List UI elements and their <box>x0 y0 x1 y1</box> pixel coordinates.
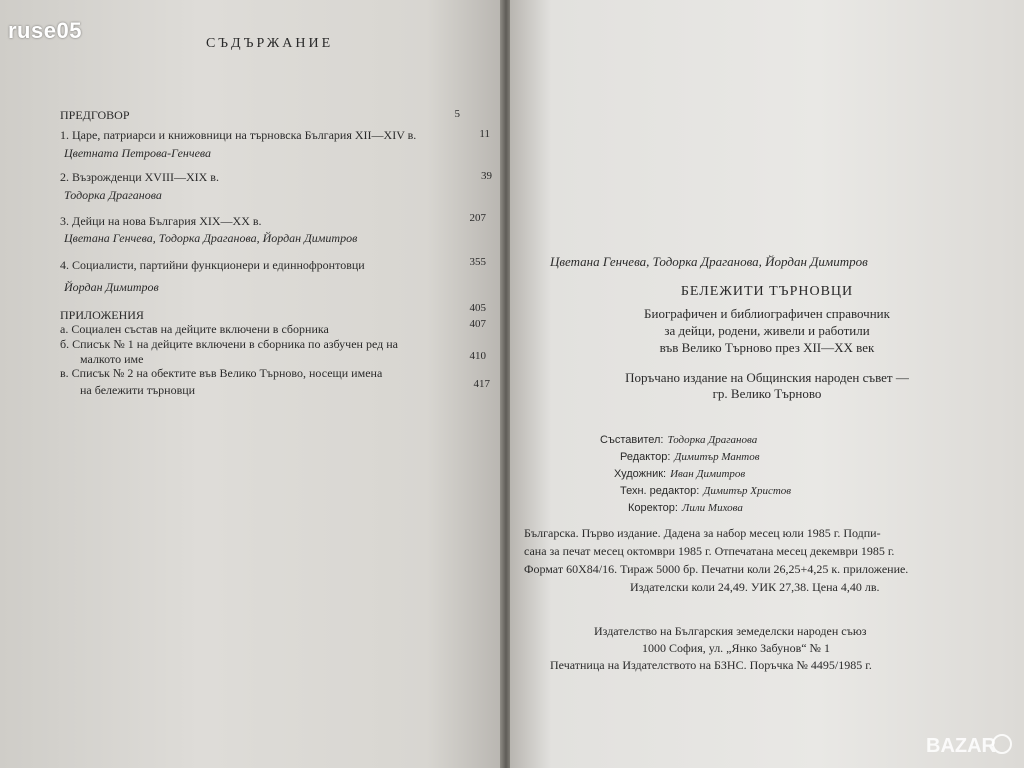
subtitle-line-2: за дейци, родени, живели и работили <box>664 323 870 338</box>
credit-label: Съставител: <box>600 434 664 446</box>
toc-page-number: 11 <box>479 128 490 140</box>
credit-artist <box>614 464 914 482</box>
credit-name: Тодорка Драганова <box>667 434 758 446</box>
subtitle-line-3: във Велико Търново през XII—XX век <box>659 340 875 355</box>
subtitle-line-1: Биографичен и библиографичен справочник <box>644 306 890 321</box>
commission-line-2: гр. Велико Търново <box>712 386 822 401</box>
credit-label: Художник: <box>614 468 667 480</box>
credit-label: Техн. редактор: <box>620 485 700 497</box>
toc-entry-c-cont: на бележити търновци <box>80 383 196 397</box>
toc-author-2: Тодорка Драганова <box>64 188 162 202</box>
seller-watermark: ruse05 <box>8 18 82 43</box>
left-page <box>0 0 502 768</box>
publisher-line-2: 1000 София, ул. „Янко Забунов“ № 1 <box>642 641 831 655</box>
toc-page-number: 407 <box>469 318 486 330</box>
credit-label: Коректор: <box>628 502 678 514</box>
toc-entry-c: в. Списък № 2 на обектите във Велико Търново, носещи имена <box>60 366 383 380</box>
credit-compiler <box>600 430 900 448</box>
toc-entry-1: 1. Царе, патриарси и книжовници на търновска България XII—XIV в. <box>60 128 417 142</box>
toc-heading: СЪДЪРЖАНИЕ <box>206 36 334 51</box>
credit-name: Димитър Христов <box>703 485 792 497</box>
imprint-line-3: Формат 60Х84/16. Тираж 5000 бр. Печатни коли 26,25+4,25 к. приложение. <box>524 562 909 576</box>
toc-entry-preface: ПРЕДГОВОР <box>60 108 130 122</box>
toc-page-number: 417 <box>473 378 490 390</box>
right-page <box>510 0 1024 768</box>
credit-label: Редактор: <box>620 451 671 463</box>
bazar-logo-icon <box>922 726 1014 762</box>
toc-entry-3: 3. Дейци на нова България XIX—XX в. <box>60 214 262 228</box>
bazar-logo-text: BAZAR <box>926 735 996 757</box>
credit-name: Иван Димитров <box>670 468 746 480</box>
toc-page-number: 5 <box>454 108 460 120</box>
toc-entry-4: 4. Социалисти, партийни функционери и единнофронтовци <box>60 258 365 272</box>
book-authors: Цветана Генчева, Тодорка Драганова, Йордан Димитров <box>550 254 868 269</box>
toc-page-number: 39 <box>481 170 492 182</box>
toc-entry-a: а. Социален състав на дейците включени в сборника <box>60 322 329 336</box>
toc-entry-appendices: ПРИЛОЖЕНИЯ <box>60 308 144 322</box>
toc-entry-b: б. Списък № 1 на дейците включени в сборника по азбучен ред на <box>60 337 398 351</box>
publisher-line-1: Издателство на Българския земеделски народен съюз <box>594 624 867 638</box>
credit-name: Димитър Мантов <box>674 451 760 463</box>
publisher-line-3: Печатница на Издателството на БЗНС. Поръчка № 4495/1985 г. <box>550 658 872 672</box>
imprint-line-2: сана за печат месец октомври 1985 г. Отпечатана месец декември 1985 г. <box>524 544 895 558</box>
toc-entry-b-cont: малкото име <box>80 352 144 366</box>
credit-tech-editor <box>620 481 940 499</box>
toc-page-number: 355 <box>469 256 486 268</box>
toc-author-3: Цветана Генчева, Тодорка Драганова, Йордан Димитров <box>64 231 358 245</box>
toc-page-number: 410 <box>469 350 486 362</box>
toc-author-1: Цветната Петрова-Генчева <box>64 146 212 160</box>
toc-page-number: 207 <box>469 212 486 224</box>
book-title: БЕЛЕЖИТИ ТЪРНОВЦИ <box>680 284 854 299</box>
credit-editor <box>620 447 920 465</box>
credit-name: Лили Михова <box>681 502 743 514</box>
credit-proofreader <box>628 498 928 516</box>
toc-page-number: 405 <box>469 302 486 314</box>
toc-author-4: Йордан Димитров <box>64 280 159 294</box>
imprint-line-4: Издателски коли 24,49. УИК 27,38. Цена 4,40 лв. <box>630 580 880 594</box>
commission-line-1: Поръчано издание на Общинския народен съвет — <box>625 370 909 385</box>
toc-entry-2: 2. Възрожденци XVIII—XIX в. <box>60 170 219 184</box>
imprint-line-1: Българска. Първо издание. Дадена за набор месец юли 1985 г. Подпи- <box>524 526 881 540</box>
